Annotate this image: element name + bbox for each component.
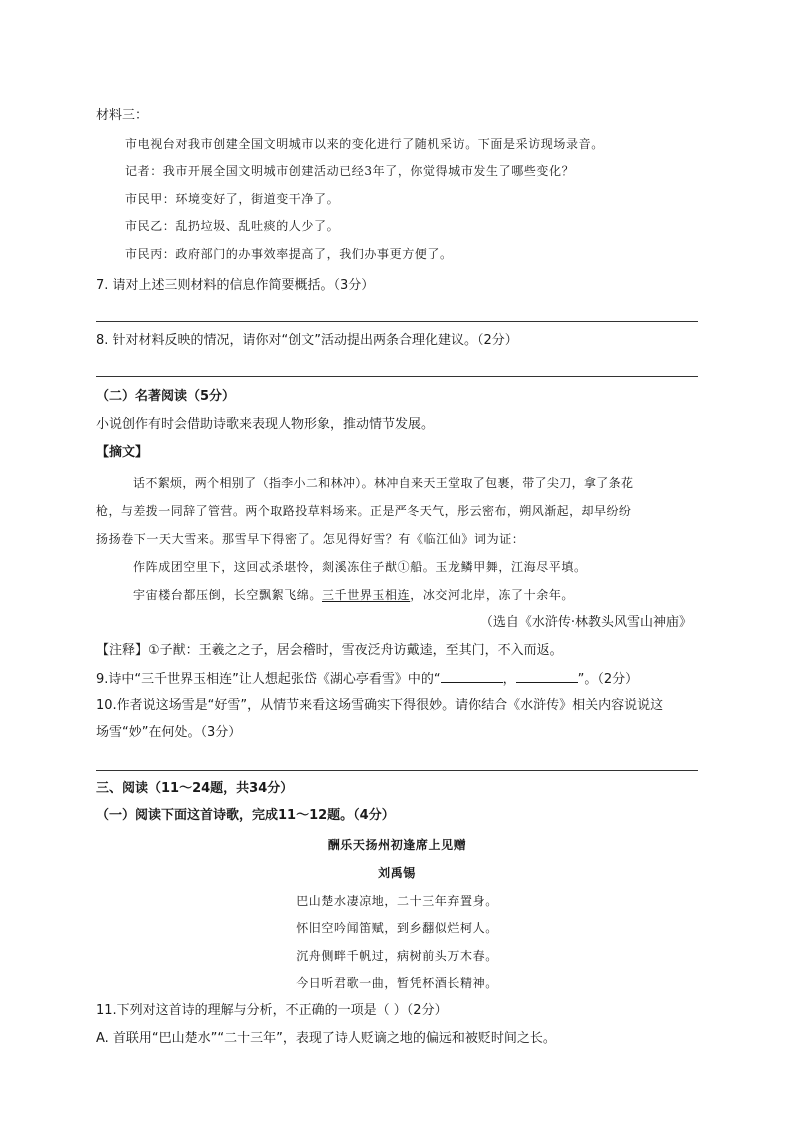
question-11: 11.下列对这首诗的理解与分析，不正确的一项是（ ）（2分）: [96, 1003, 448, 1018]
answer-line-8[interactable]: [96, 376, 698, 377]
poem-line-4: 今日听君歌一曲，暂凭杯酒长精神。: [296, 976, 498, 990]
material3-intro: 市电视台对我市创建全国文明城市以来的变化进行了随机采访。下面是采访现场录音。: [125, 137, 604, 151]
ci-poem-line-2: [133, 586, 574, 604]
poem-line-1: 巴山楚水凄凉地，二十三年弃置身。: [296, 894, 498, 908]
ci-poem-line-2-start: 宇宙楼台都压倒，长空飘絮飞绵。: [133, 588, 323, 602]
excerpt-label: 【摘文】: [96, 445, 149, 460]
material3-heading: 材料三：: [96, 108, 149, 123]
poem-line-3: 沉舟侧畔千帆过，病树前头万木春。: [296, 949, 498, 963]
question-7: 7. 请对上述三则材料的信息作简要概括。（3分）: [96, 278, 375, 293]
citizen-c-answer: 市民丙：政府部门的办事效率提高了，我们办事更方便了。: [125, 247, 453, 261]
question-8: 8. 针对材料反映的情况，请你对“创文”活动提出两条合理化建议。（2分）: [96, 333, 518, 348]
section2-intro: 小说创作有时会借助诗歌来表现人物形象，推动情节发展。: [96, 417, 435, 432]
answer-blank-9b[interactable]: [516, 669, 578, 683]
section3-heading: 三、阅读（11～24题，共34分）: [96, 781, 294, 796]
poem-author: 刘禹锡: [378, 866, 416, 880]
section3-sub1: （一）阅读下面这首诗歌，完成11～12题。（4分）: [96, 808, 395, 823]
annotation-note: 【注释】①子猷：王羲之之子，居会稽时，雪夜泛舟访戴逵，至其门，不入而返。: [96, 643, 563, 658]
question-9-text: 9.诗中“三千世界玉相连”让人想起张岱《湖心亭看雪》中的“: [96, 672, 441, 687]
excerpt-para-line-3: 扬扬卷下一天大雪来。那雪早下得密了。怎见得好雪？有《临江仙》词为证：: [96, 532, 525, 546]
answer-blank-9a[interactable]: [441, 669, 503, 683]
excerpt-source: （选自《水浒传·林教头风雪山神庙》: [479, 615, 692, 630]
question-10-line-1: 10.作者说这场雪是“好雪”，从情节来看这场雪确实下得很妙。请你结合《水浒传》相关内容说说这: [96, 698, 664, 713]
answer-line-7[interactable]: [96, 321, 698, 322]
question-10-line-2: 场雪“妙”在何处。（3分）: [96, 725, 242, 740]
underlined-phrase: 三千世界玉相连: [322, 588, 411, 602]
poem-line-2: 怀旧空吟闻笛赋，到乡翻似烂柯人。: [296, 921, 498, 935]
poem-title: 酬乐天扬州初逢席上见赠: [327, 838, 467, 852]
excerpt-para-line-1: 话不絮烦，两个相别了（指李小二和林冲）。林冲自来天王堂取了包裹，带了尖刀，拿了条花: [133, 476, 634, 490]
section2-heading: （二）名著阅读（5分）: [96, 389, 236, 404]
question-11-option-a[interactable]: A. 首联用“巴山楚水”“二十三年”，表现了诗人贬谪之地的偏远和被贬时间之长。: [96, 1031, 556, 1046]
citizen-a-answer: 市民甲：环境变好了，街道变干净了。: [125, 192, 340, 206]
ci-poem-line-2-end: ，冰交河北岸，冻了十余年。: [410, 588, 575, 602]
question-9: [96, 669, 638, 689]
ci-poem-line-1: 作阵成团空里下，这回忒杀堪怜，剡溪冻住子猷①船。玉龙鳞甲舞，江海尽平填。: [133, 560, 587, 574]
question-9-suffix: ”。（2分）: [577, 672, 639, 687]
question-9-separator: ，: [502, 672, 516, 687]
reporter-question: 记者：我市开展全国文明城市创建活动已经3年了，你觉得城市发生了哪些变化？: [125, 164, 575, 178]
answer-line-10[interactable]: [96, 770, 698, 771]
excerpt-para-line-2: 枪，与差拨一同辞了管营。两个取路投草料场来。正是严冬天气，彤云密布，朔风渐起，却早纷纷: [96, 504, 632, 518]
citizen-b-answer: 市民乙：乱扔垃圾、乱吐痰的人少了。: [125, 219, 340, 233]
